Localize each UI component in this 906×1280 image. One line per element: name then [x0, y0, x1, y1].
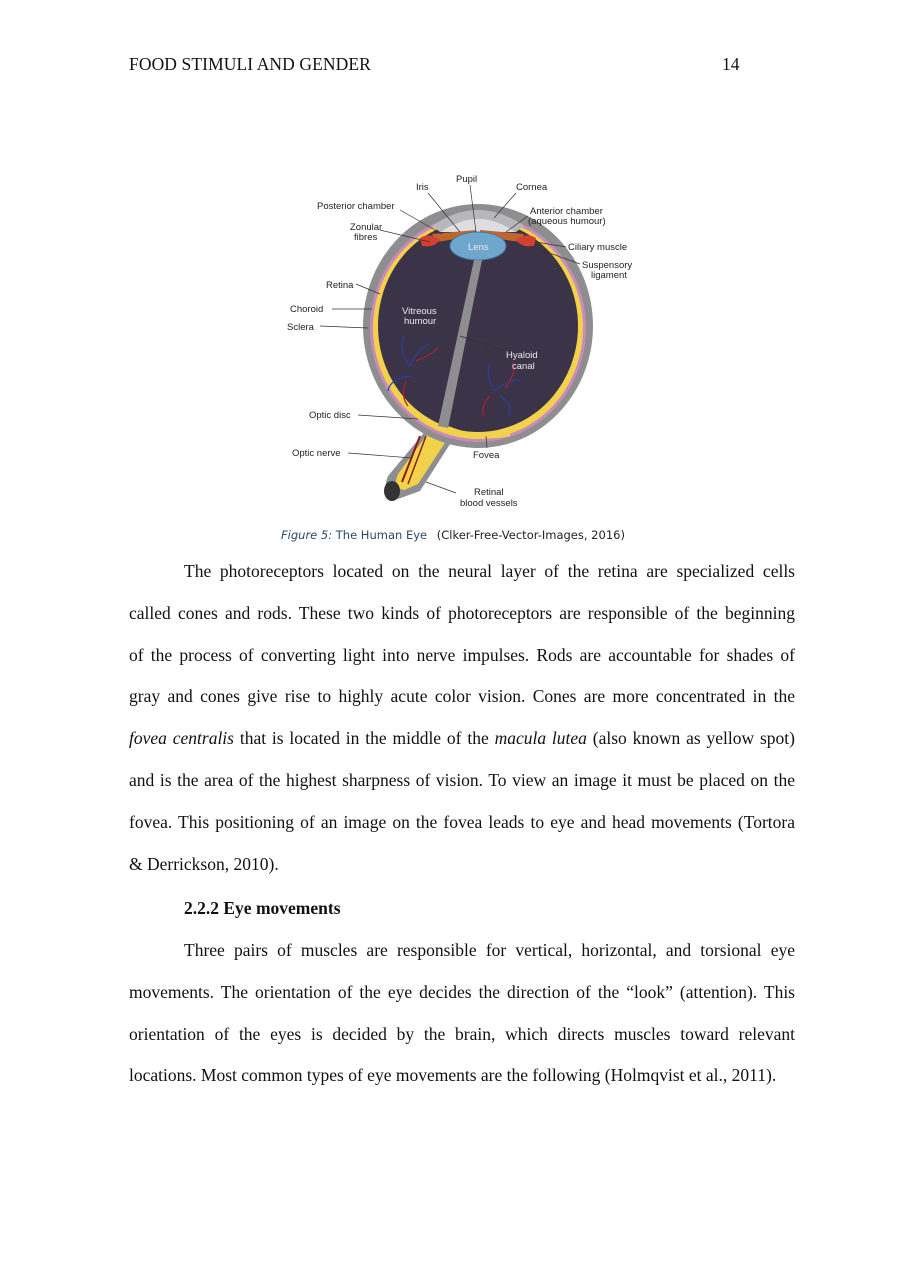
- paragraph-line: [129, 718, 795, 760]
- label-choroid: Choroid: [290, 304, 324, 315]
- paragraph-line: fovea. This positioning of an image on the fovea leads to eye and head movements (Tortora: [129, 811, 795, 832]
- paragraph-line: and is the area of the highest sharpness of vision. To view an image it must be placed on the: [129, 769, 795, 790]
- paragraph-photoreceptors: [129, 551, 795, 885]
- paragraph-line: & Derrickson, 2010).: [129, 853, 279, 874]
- figure-caption: [0, 528, 906, 542]
- paragraph-line: orientation of the eyes is decided by the brain, which directs muscles toward relevant: [129, 1023, 795, 1044]
- label-suspensory: Suspensory: [582, 260, 633, 271]
- running-header: FOOD STIMULI AND GENDER: [129, 54, 371, 74]
- text-span: (also known as yellow spot): [586, 728, 795, 749]
- term-macula-lutea: macula lutea: [494, 728, 587, 749]
- label-sclera: Sclera: [287, 322, 314, 333]
- caption-number: Figure 5:: [281, 528, 333, 542]
- label-ciliary-muscle: Ciliary muscle: [568, 242, 628, 253]
- caption-title: The Human Eye: [335, 528, 428, 542]
- label-aqueous-humour: (aqueous humour): [528, 216, 606, 227]
- label-hyaloid: Hyaloid: [506, 350, 538, 361]
- label-humour: humour: [404, 316, 437, 327]
- label-optic-disc: Optic disc: [309, 410, 351, 421]
- label-optic-nerve: Optic nerve: [292, 448, 341, 459]
- eye-diagram: [280, 166, 650, 516]
- label-fibres: fibres: [354, 232, 378, 243]
- label-blood-vessels: blood vessels: [460, 498, 518, 509]
- paragraph-line: of the process of converting light into nerve impulses. Rods are accountable for shades of: [129, 644, 795, 665]
- label-pupil: Pupil: [456, 174, 478, 185]
- label-lens: Lens: [468, 242, 489, 253]
- label-canal: canal: [512, 361, 535, 372]
- paragraph-eye-movements: [129, 930, 795, 1097]
- label-vitreous: Vitreous: [402, 306, 437, 317]
- label-retinal: Retinal: [474, 487, 504, 498]
- caption-source: (Clker-Free-Vector-Images, 2016): [436, 528, 625, 542]
- paragraph-line: gray and cones give rise to highly acute color vision. Cones are more concentrated in the: [129, 686, 795, 707]
- paragraph-line: Three pairs of muscles are responsible for vertical, horizontal, and torsional eye: [184, 940, 795, 960]
- page-number: 14: [722, 54, 740, 74]
- section-heading: 2.2.2 Eye movements: [184, 898, 341, 918]
- label-posterior-chamber: Posterior chamber: [317, 201, 395, 212]
- term-fovea-centralis: fovea centralis: [129, 728, 234, 749]
- label-retina: Retina: [326, 280, 354, 291]
- paragraph-line: The photoreceptors located on the neural layer of the retina are specialized cells: [184, 561, 795, 581]
- label-fovea: Fovea: [473, 450, 500, 461]
- text-span: that is located in the middle of the: [233, 728, 495, 749]
- label-cornea: Cornea: [516, 182, 548, 193]
- label-ligament: ligament: [591, 270, 627, 281]
- label-anterior-chamber: Anterior chamber: [530, 206, 603, 217]
- label-iris: Iris: [416, 182, 429, 193]
- paragraph-line: movements. The orientation of the eye decides the direction of the “look” (attention). This: [129, 981, 795, 1002]
- paragraph-line: locations. Most common types of eye movements are the following (Holmqvist et al., 2011).: [129, 1065, 777, 1086]
- label-zonular: Zonular: [350, 222, 383, 233]
- paragraph-line: called cones and rods. These two kinds of photoreceptors are responsible of the beginning: [129, 602, 795, 623]
